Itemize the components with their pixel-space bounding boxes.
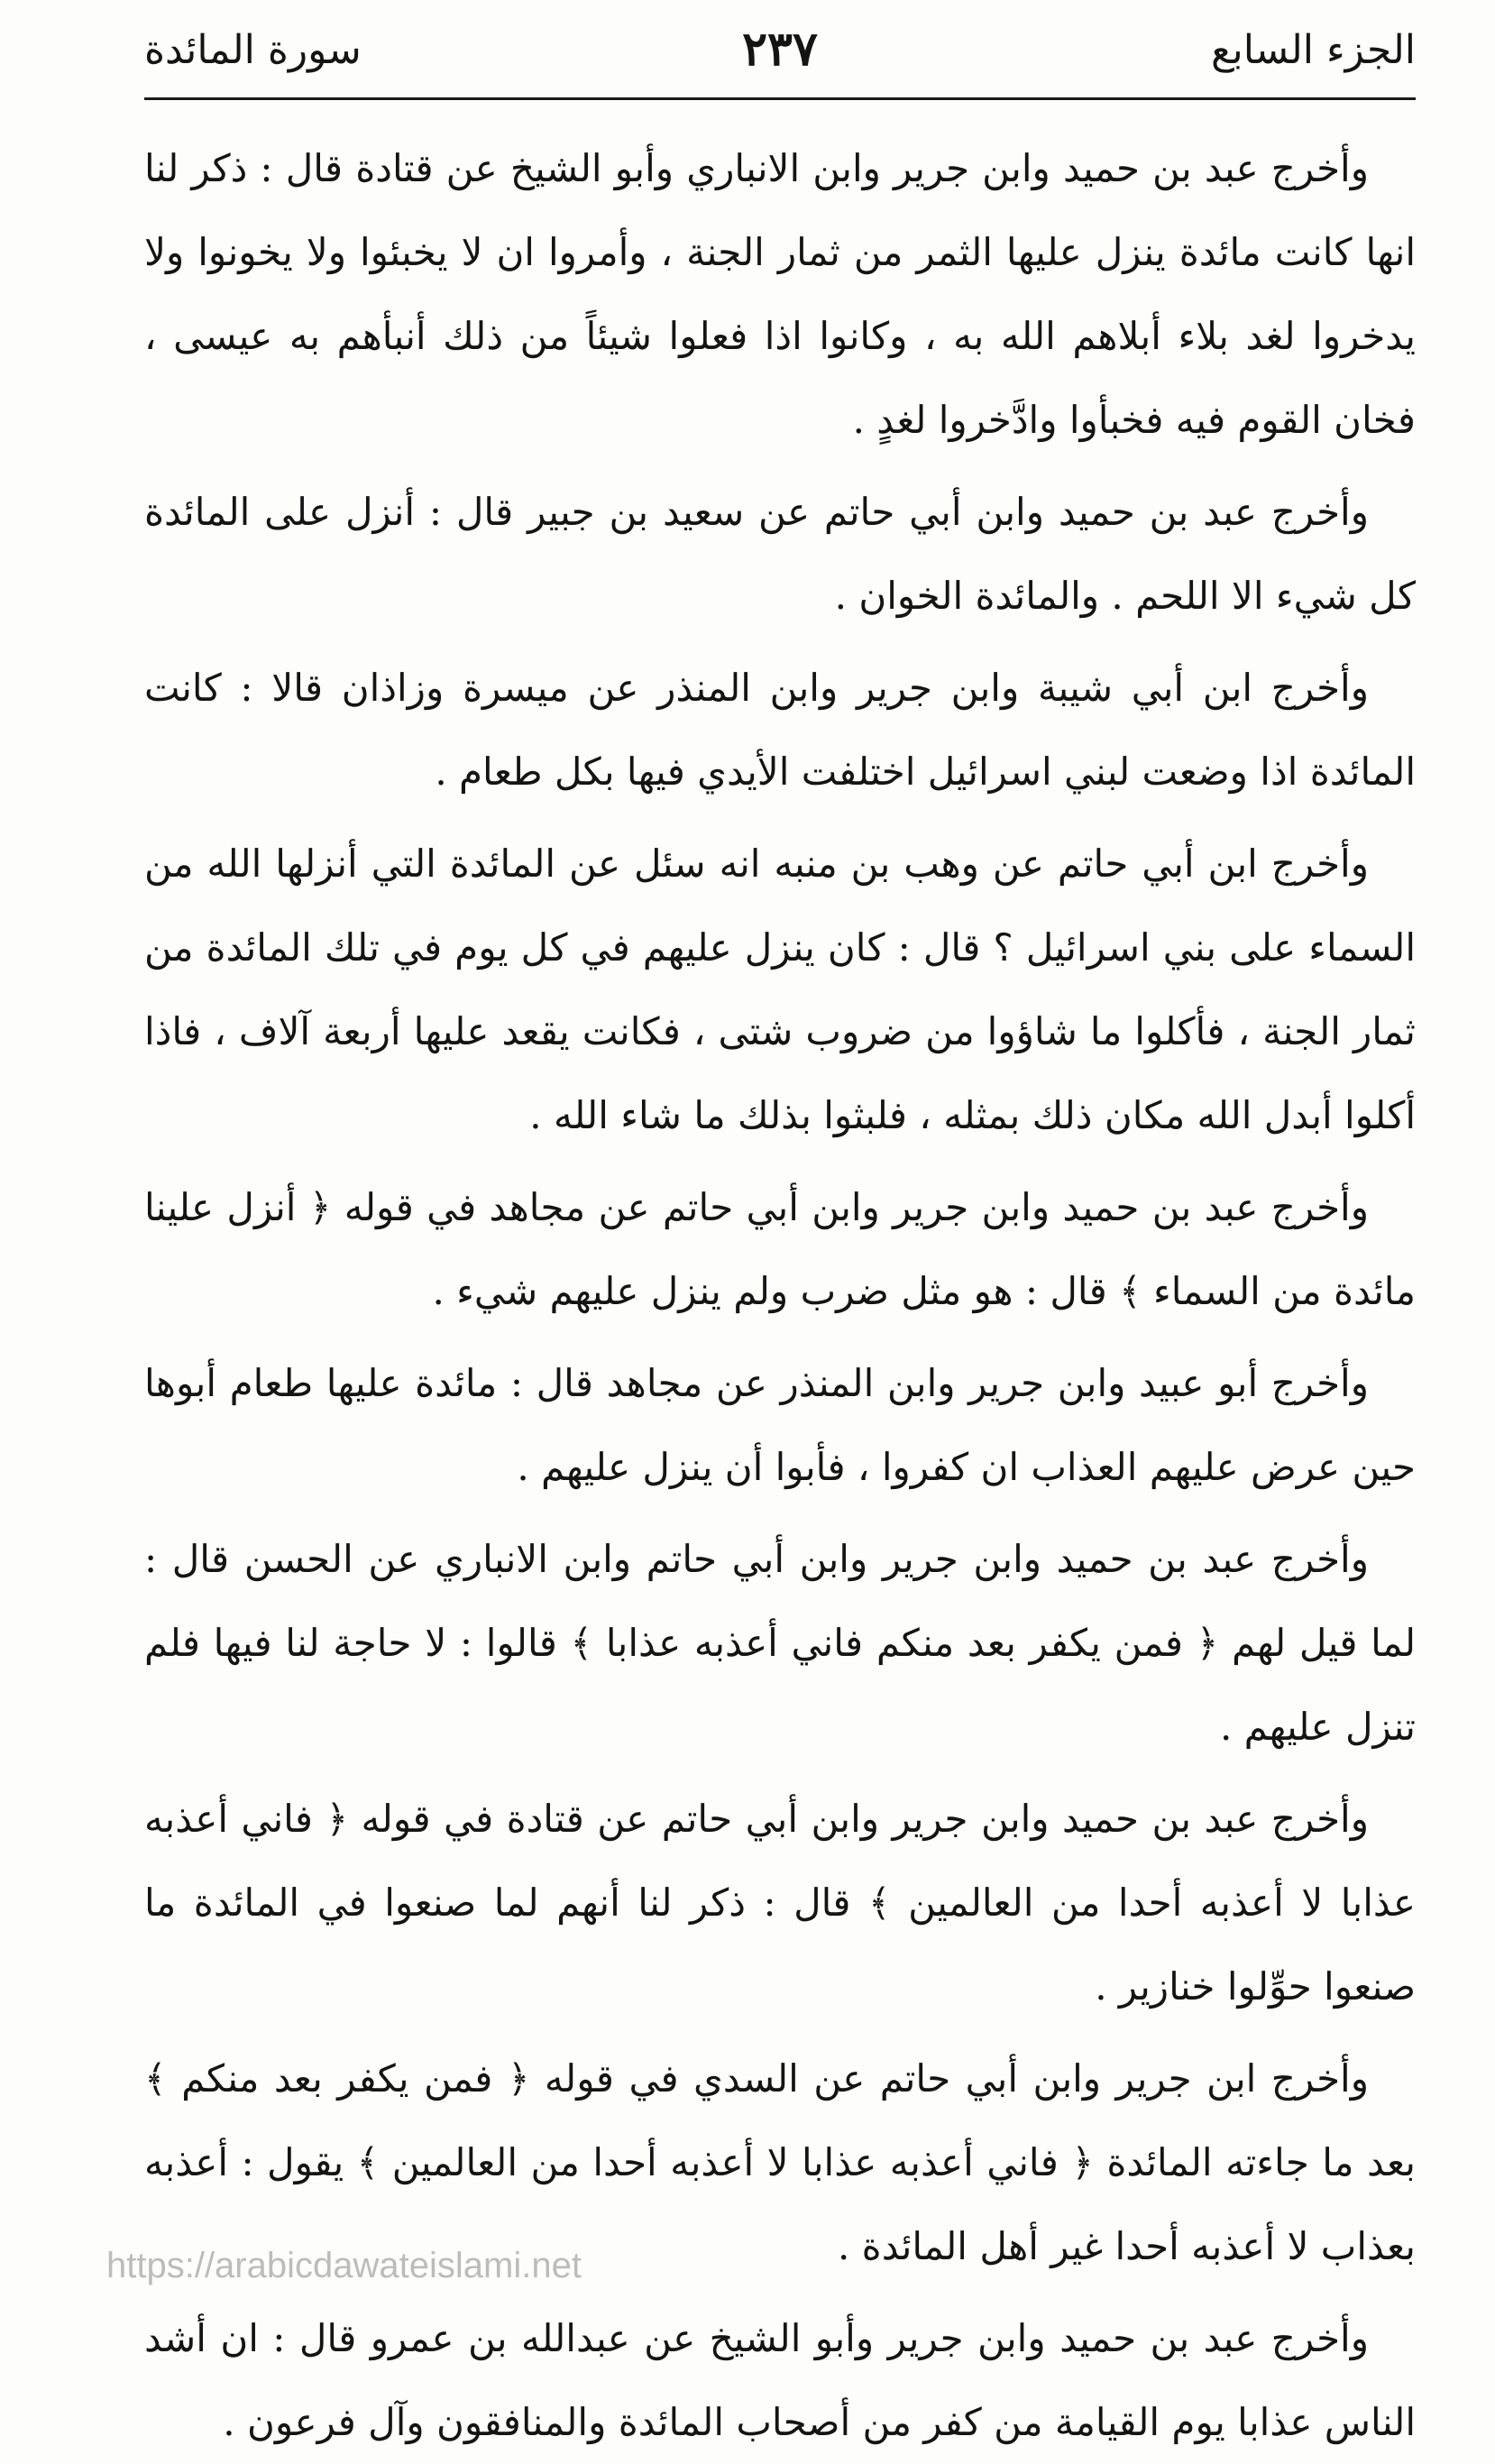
paragraph: وأخرج عبد بن حميد وابن جرير وابن أبي حاتم وابن الانباري عن الحسن قال : لما قيل لهم ﴿ فمن يكفر بعد منكم فاني أعذبه عذابا ﴾ قالوا : لا حاجة لنا فيها فلم تنزل عليهم . xyxy=(144,1537,1416,1749)
paragraph: وأخرج أبو عبيد وابن جرير وابن المنذر عن مجاهد قال : مائدة عليها طعام أبوها حين عرض عليهم العذاب ان كفروا ، فأبوا أن ينزل عليهم . xyxy=(144,1361,1416,1489)
watermark-url: https://arabicdawateislami.net xyxy=(106,2246,582,2285)
paragraph: وأخرج ابن أبي حاتم عن وهب بن منبه انه سئل عن المائدة التي أنزلها الله من السماء على بني اسرائيل ؟ قال : كان ينزل عليهم في كل يوم في تلك المائدة من ثمار الجنة ، فأكلوا ما شاؤوا من ضروب شتى ، فكانت يقعد عليها أربعة آلاف ، فاذا أكلوا أبدل الله مكان ذلك بمثله ، فلبثوا بذلك ما شاء الله . xyxy=(144,841,1416,1137)
surah-label: سورة المائدة xyxy=(144,27,362,73)
paragraph: وأخرج عبد بن حميد وابن جرير وابن الانباري وأبو الشيخ عن قتادة قال : ذكر لنا انها كانت مائدة ينزل عليها الثمر من ثمار الجنة ، وأمروا ان لا يخبئوا ولا يخونوا ولا يدخروا لغد بلاء أبلاهم الله به ، وكانوا اذا فعلوا شيئاً من ذلك أنبأهم به عيسى ، فخان القوم فيه فخبأوا وادَّخروا لغدٍ . xyxy=(144,146,1416,442)
paragraph: وأخرج عبد بن حميد وابن جرير وابن أبي حاتم عن قتادة في قوله ﴿ فاني أعذبه عذابا لا أعذبه أحدا من العالمين ﴾ قال : ذكر لنا أنهم لما صنعوا في المائدة ما صنعوا حوِّلوا خنازير . xyxy=(144,1797,1416,2009)
page-body xyxy=(144,126,1416,2464)
paragraph: وأخرج عبد بن حميد وابن جرير وابن أبي حاتم عن مجاهد في قوله ﴿ أنزل علينا مائدة من السماء ﴾ قال : هو مثل ضرب ولم ينزل عليهم شيء . xyxy=(144,1185,1416,1313)
paragraph: وأخرج عبد بن حميد وابن جرير وأبو الشيخ عن عبدالله بن عمرو قال : ان أشد الناس عذابا يوم القيامة من كفر من أصحاب المائدة والمنافقون وآل فرعون . xyxy=(144,2316,1416,2444)
page-header xyxy=(144,20,1416,92)
paragraph: وأخرج ابن أبي شيبة وابن جرير وابن المنذر عن ميسرة وزاذان قالا : كانت المائدة اذا وضعت لبني اسرائيل اختلفت الأيدي فيها بكل طعام . xyxy=(144,666,1416,794)
header-divider xyxy=(144,97,1416,100)
paragraph: وأخرج ابن جرير وابن أبي حاتم عن السدي في قوله ﴿ فمن يكفر بعد منكم ﴾ بعد ما جاءته المائدة ﴿ فاني أعذبه عذابا لا أعذبه أحدا من العالمين ﴾ يقول : أعذبه بعذاب لا أعذبه أحدا غير أهل المائدة . xyxy=(144,2056,1416,2268)
page-number: ٢٣٧ xyxy=(742,22,818,77)
paragraph: وأخرج عبد بن حميد وابن أبي حاتم عن سعيد بن جبير قال : أنزل على المائدة كل شيء الا اللحم . والمائدة الخوان . xyxy=(144,490,1416,618)
part-label: الجزء السابع xyxy=(1211,27,1416,73)
